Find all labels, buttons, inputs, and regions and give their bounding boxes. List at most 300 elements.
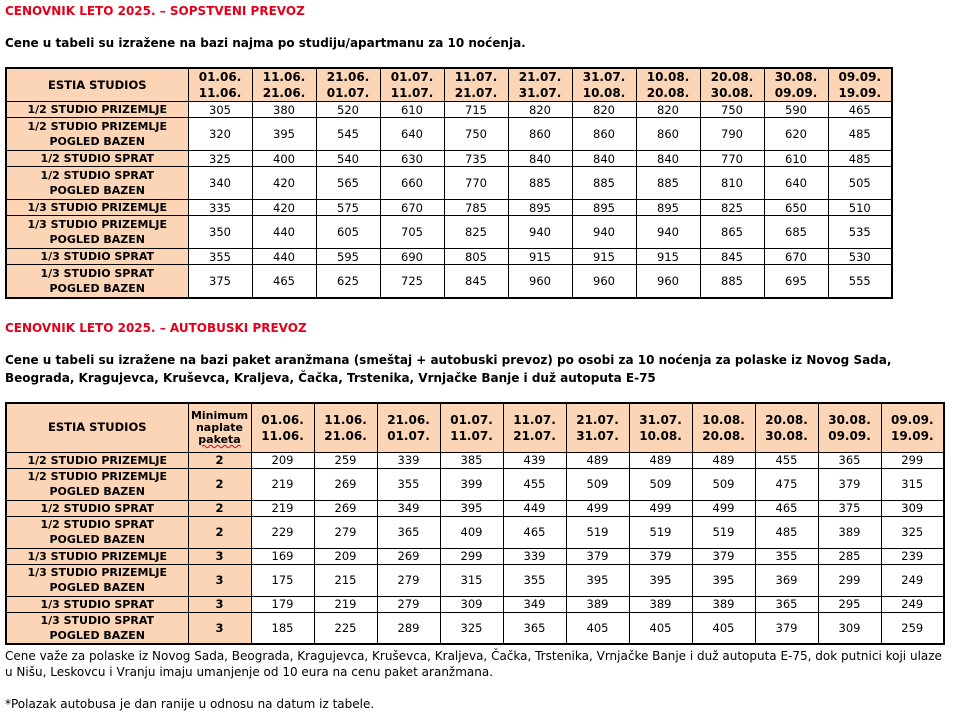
- row-label-line: POGLED BAZEN: [49, 233, 146, 246]
- table-row: [6, 151, 892, 167]
- price-cell: 249: [881, 564, 944, 596]
- table-row: [6, 167, 892, 200]
- date-from: 01.07.: [450, 412, 493, 427]
- price-cell: 489: [629, 452, 692, 468]
- date-to: 31.07.: [576, 428, 619, 443]
- price-cell: 365: [377, 516, 440, 548]
- section2-description-line: Beograda, Kragujevca, Kruševca, Kraljeva, Čačka, Trstenika, Vrnjačke Banje i duž autoputa E-75: [5, 371, 656, 385]
- price-cell: 960: [508, 265, 572, 298]
- header-date-range: [188, 68, 252, 102]
- price-cell: 309: [881, 500, 944, 516]
- header-date-range: [252, 68, 316, 102]
- price-cell: 509: [692, 468, 755, 500]
- price-cell: 440: [252, 216, 316, 249]
- date-to: 11.07.: [390, 86, 434, 100]
- date-from: 01.06.: [261, 412, 304, 427]
- price-cell: 185: [251, 612, 314, 644]
- min-packages-cell: 2: [188, 452, 251, 468]
- price-cell: 820: [636, 102, 700, 118]
- price-table-bus-transport: [5, 402, 945, 645]
- price-cell: 860: [572, 118, 636, 151]
- row-label-line: 1/3 STUDIO SPRAT: [40, 613, 155, 627]
- price-cell: 365: [755, 596, 818, 612]
- price-cell: 259: [314, 452, 377, 468]
- price-cell: 209: [251, 452, 314, 468]
- price-cell: 489: [566, 452, 629, 468]
- date-to: 21.07.: [513, 428, 556, 443]
- row-label-line: 1/2 STUDIO PRIZEMLJE: [27, 120, 168, 133]
- price-cell: 389: [629, 596, 692, 612]
- price-cell: 690: [380, 249, 444, 265]
- date-to: 21.07.: [454, 86, 498, 100]
- price-cell: 960: [572, 265, 636, 298]
- note-departures: Cene važe za polaske iz Novog Sada, Beograda, Kragujevca, Kruševca, Kraljeva, Čačka, Trstenika, Vrnjačke Banje i duž autoputa E-75, dok putnici koji ulaze u Nišu, Leskovcu i Vranju imaju umanjenje od 10 eura na cenu paket aranžmana.: [5, 649, 942, 679]
- price-cell: 369: [755, 564, 818, 596]
- price-cell: 339: [377, 452, 440, 468]
- header-date-range: [881, 403, 944, 452]
- price-cell: 420: [252, 167, 316, 200]
- price-cell: 885: [572, 167, 636, 200]
- row-label-line: POGLED BAZEN: [49, 281, 146, 295]
- price-cell: 399: [440, 468, 503, 500]
- table-row: [6, 596, 944, 612]
- price-cell: 395: [440, 500, 503, 516]
- row-label: [6, 216, 188, 249]
- price-cell: 510: [828, 200, 892, 216]
- price-cell: 365: [503, 612, 566, 644]
- min-header-line: naplate: [195, 420, 244, 434]
- row-label-line: 1/3 STUDIO PRIZEMLJE: [27, 549, 168, 563]
- price-cell: 885: [700, 265, 764, 298]
- price-cell: 895: [572, 200, 636, 216]
- row-label-line: POGLED BAZEN: [49, 581, 146, 594]
- header-date-range: [828, 68, 892, 102]
- price-cell: 400: [252, 151, 316, 167]
- price-cell: 685: [764, 216, 828, 249]
- price-cell: 630: [380, 151, 444, 167]
- table-row: [6, 102, 892, 118]
- row-label-line: POGLED BAZEN: [49, 533, 146, 546]
- price-cell: 339: [503, 548, 566, 564]
- price-cell: 465: [755, 500, 818, 516]
- min-packages-cell: 3: [188, 612, 251, 644]
- price-cell: 530: [828, 249, 892, 265]
- row-label-line: 1/2 STUDIO SPRAT: [40, 501, 155, 515]
- date-from: 30.08.: [828, 412, 871, 427]
- price-cell: 405: [629, 612, 692, 644]
- price-cell: 660: [380, 167, 444, 200]
- header-date-range: [818, 403, 881, 452]
- price-cell: 825: [700, 200, 764, 216]
- price-cell: 209: [314, 548, 377, 564]
- section2-description: [5, 351, 891, 387]
- price-cell: 620: [764, 118, 828, 151]
- price-cell: 540: [316, 151, 380, 167]
- min-packages-cell: 2: [188, 468, 251, 500]
- price-cell: 379: [629, 548, 692, 564]
- price-cell: 885: [508, 167, 572, 200]
- row-label: [6, 167, 188, 200]
- price-cell: 505: [828, 167, 892, 200]
- price-cell: 565: [316, 167, 380, 200]
- table-row: [6, 612, 944, 644]
- price-cell: 840: [636, 151, 700, 167]
- price-cell: 309: [818, 612, 881, 644]
- price-cell: 405: [692, 612, 755, 644]
- min-packages-cell: 3: [188, 548, 251, 564]
- price-cell: 315: [440, 564, 503, 596]
- price-cell: 309: [440, 596, 503, 612]
- note-bus-departure: *Polazak autobusa je dan ranije u odnosu na datum iz tabele.: [5, 697, 375, 711]
- date-from: 11.07.: [454, 70, 498, 84]
- row-label-line: POGLED BAZEN: [49, 485, 146, 498]
- table-row: [6, 118, 892, 151]
- date-from: 31.07.: [582, 70, 626, 84]
- price-cell: 509: [566, 468, 629, 500]
- table-row: [6, 249, 892, 265]
- price-cell: 485: [828, 151, 892, 167]
- date-from: 10.08.: [702, 412, 745, 427]
- price-cell: 225: [314, 612, 377, 644]
- header-estia-studios: ESTIA STUDIOS: [6, 403, 188, 452]
- price-cell: 325: [188, 151, 252, 167]
- price-cell: 379: [566, 548, 629, 564]
- price-cell: 605: [316, 216, 380, 249]
- date-to: 20.08.: [702, 428, 745, 443]
- row-label-line: 1/3 STUDIO PRIZEMLJE: [27, 218, 168, 231]
- header-date-range: [380, 68, 444, 102]
- row-label-line: 1/2 STUDIO SPRAT: [40, 152, 155, 165]
- price-cell: 249: [881, 596, 944, 612]
- date-from: 21.06.: [326, 70, 370, 84]
- table-row: [6, 516, 944, 548]
- min-header-line: Minimum: [190, 408, 249, 422]
- price-cell: 340: [188, 167, 252, 200]
- row-label-line: 1/3 STUDIO SPRAT: [40, 250, 155, 263]
- row-label: [6, 118, 188, 151]
- row-label: [6, 468, 188, 500]
- row-label-line: 1/3 STUDIO PRIZEMLJE: [27, 201, 168, 214]
- price-cell: 555: [828, 265, 892, 298]
- price-cell: 940: [572, 216, 636, 249]
- price-cell: 320: [188, 118, 252, 151]
- price-cell: 590: [764, 102, 828, 118]
- price-cell: 279: [314, 516, 377, 548]
- date-from: 21.06.: [387, 412, 430, 427]
- date-to: 11.06.: [198, 86, 242, 100]
- price-cell: 810: [700, 167, 764, 200]
- price-cell: 305: [188, 102, 252, 118]
- price-cell: 865: [700, 216, 764, 249]
- row-label: [6, 564, 188, 596]
- date-to: 19.09.: [890, 428, 934, 443]
- price-cell: 670: [764, 249, 828, 265]
- date-to: 20.08.: [646, 86, 690, 100]
- row-label: [6, 500, 188, 516]
- header-date-range: [572, 68, 636, 102]
- price-cell: 355: [377, 468, 440, 500]
- row-label: [6, 265, 188, 298]
- header-date-range: [764, 68, 828, 102]
- price-cell: 519: [692, 516, 755, 548]
- price-cell: 705: [380, 216, 444, 249]
- price-cell: 750: [444, 118, 508, 151]
- row-label-line: 1/2 STUDIO PRIZEMLJE: [27, 103, 168, 116]
- date-from: 30.08.: [774, 70, 818, 84]
- price-cell: 389: [692, 596, 755, 612]
- row-label-line: 1/2 STUDIO PRIZEMLJE: [27, 470, 168, 483]
- price-cell: 840: [572, 151, 636, 167]
- price-cell: 269: [314, 500, 377, 516]
- price-cell: 545: [316, 118, 380, 151]
- price-cell: 375: [818, 500, 881, 516]
- header-date-range: [508, 68, 572, 102]
- date-from: 01.07.: [390, 70, 434, 84]
- price-cell: 485: [755, 516, 818, 548]
- price-cell: 915: [508, 249, 572, 265]
- section2-description-line: Cene u tabeli su izražene na bazi paket aranžmana (smeštaj + autobuski prevoz) po osobi za 10 noćenja za polaske iz Novog Sada,: [5, 353, 892, 367]
- price-cell: 315: [881, 468, 944, 500]
- price-cell: 750: [700, 102, 764, 118]
- price-cell: 820: [572, 102, 636, 118]
- price-cell: 299: [818, 564, 881, 596]
- price-cell: 325: [881, 516, 944, 548]
- min-packages-cell: 2: [188, 500, 251, 516]
- price-cell: 860: [508, 118, 572, 151]
- price-cell: 785: [444, 200, 508, 216]
- date-to: 19.09.: [838, 86, 881, 100]
- header-date-range: [700, 68, 764, 102]
- date-to: 01.07.: [326, 86, 370, 100]
- price-cell: 885: [636, 167, 700, 200]
- table-row: [6, 468, 944, 500]
- price-cell: 379: [818, 468, 881, 500]
- price-cell: 439: [503, 452, 566, 468]
- price-cell: 279: [377, 564, 440, 596]
- price-cell: 355: [503, 564, 566, 596]
- table-row: [6, 216, 892, 249]
- date-to: 10.08.: [582, 86, 626, 100]
- price-cell: 695: [764, 265, 828, 298]
- price-cell: 915: [636, 249, 700, 265]
- row-label: [6, 516, 188, 548]
- min-packages-cell: 3: [188, 564, 251, 596]
- price-cell: 395: [692, 564, 755, 596]
- row-label-line: POGLED BAZEN: [49, 135, 146, 148]
- price-cell: 219: [251, 500, 314, 516]
- row-label-line: 1/2 STUDIO SPRAT: [40, 518, 155, 531]
- date-to: 11.06.: [261, 428, 304, 443]
- price-cell: 325: [440, 612, 503, 644]
- price-cell: 845: [700, 249, 764, 265]
- price-cell: 485: [828, 118, 892, 151]
- date-from: 11.07.: [513, 412, 556, 427]
- date-from: 20.08.: [710, 70, 754, 84]
- price-cell: 350: [188, 216, 252, 249]
- row-label-line: 1/2 STUDIO SPRAT: [40, 169, 155, 182]
- price-cell: 640: [380, 118, 444, 151]
- date-from: 21.07.: [576, 412, 619, 427]
- price-cell: 715: [444, 102, 508, 118]
- header-date-range: [755, 403, 818, 452]
- date-from: 11.06.: [324, 412, 367, 427]
- price-cell: 380: [252, 102, 316, 118]
- price-cell: 960: [636, 265, 700, 298]
- date-from: 09.09.: [890, 412, 934, 427]
- header-date-range: [566, 403, 629, 452]
- price-cell: 915: [572, 249, 636, 265]
- price-cell: 169: [251, 548, 314, 564]
- header-estia-studios: ESTIA STUDIOS: [6, 68, 188, 102]
- price-cell: 895: [636, 200, 700, 216]
- price-cell: 229: [251, 516, 314, 548]
- price-cell: 625: [316, 265, 380, 298]
- date-to: 09.09.: [828, 428, 871, 443]
- price-cell: 535: [828, 216, 892, 249]
- section1-title: CENOVNIK LETO 2025. – SOPSTVENI PREVOZ: [5, 4, 305, 18]
- header-date-range: [503, 403, 566, 452]
- price-cell: 499: [692, 500, 755, 516]
- table-row: [6, 500, 944, 516]
- price-cell: 285: [818, 548, 881, 564]
- header-date-range: [692, 403, 755, 452]
- price-cell: 610: [764, 151, 828, 167]
- price-cell: 355: [755, 548, 818, 564]
- date-to: 10.08.: [639, 428, 682, 443]
- price-cell: 519: [566, 516, 629, 548]
- date-from: 31.07.: [639, 412, 682, 427]
- price-cell: 295: [818, 596, 881, 612]
- price-cell: 499: [566, 500, 629, 516]
- price-cell: 179: [251, 596, 314, 612]
- date-from: 09.09.: [838, 70, 881, 84]
- price-cell: 940: [636, 216, 700, 249]
- price-cell: 349: [503, 596, 566, 612]
- row-label-line: 1/3 STUDIO SPRAT: [40, 266, 155, 280]
- section1-description: Cene u tabeli su izražene na bazi najma po studiju/apartmanu za 10 noćenja.: [5, 36, 526, 50]
- price-cell: 840: [508, 151, 572, 167]
- price-cell: 289: [377, 612, 440, 644]
- header-date-range: [636, 68, 700, 102]
- date-to: 31.07.: [518, 86, 562, 100]
- row-label: [6, 596, 188, 612]
- price-cell: 219: [251, 468, 314, 500]
- date-from: 21.07.: [518, 70, 562, 84]
- price-cell: 595: [316, 249, 380, 265]
- price-cell: 499: [629, 500, 692, 516]
- price-cell: 455: [755, 452, 818, 468]
- price-cell: 449: [503, 500, 566, 516]
- price-cell: 239: [881, 548, 944, 564]
- price-cell: 215: [314, 564, 377, 596]
- price-cell: 389: [818, 516, 881, 548]
- header-date-range: [444, 68, 508, 102]
- price-cell: 395: [566, 564, 629, 596]
- price-cell: 299: [440, 548, 503, 564]
- price-cell: 440: [252, 249, 316, 265]
- price-cell: 895: [508, 200, 572, 216]
- date-to: 30.08.: [765, 428, 808, 443]
- price-cell: 269: [377, 548, 440, 564]
- date-to: 21.06.: [262, 86, 306, 100]
- row-label: [6, 612, 188, 644]
- date-from: 01.06.: [198, 70, 242, 84]
- price-cell: 405: [566, 612, 629, 644]
- date-from: 20.08.: [765, 412, 808, 427]
- row-label-line: 1/3 STUDIO PRIZEMLJE: [27, 566, 168, 579]
- price-cell: 475: [755, 468, 818, 500]
- row-label-line: 1/2 STUDIO PRIZEMLJE: [27, 453, 168, 467]
- section2-title: CENOVNIK LETO 2025. – AUTOBUSKI PREVOZ: [5, 321, 307, 335]
- price-cell: 259: [881, 612, 944, 644]
- date-to: 09.09.: [774, 86, 818, 100]
- min-packages-cell: 3: [188, 596, 251, 612]
- price-cell: 389: [566, 596, 629, 612]
- table-row: [6, 452, 944, 468]
- price-cell: 279: [377, 596, 440, 612]
- price-cell: 610: [380, 102, 444, 118]
- row-label-line: POGLED BAZEN: [49, 628, 146, 642]
- table-row: [6, 265, 892, 298]
- price-cell: 489: [692, 452, 755, 468]
- date-from: 10.08.: [646, 70, 690, 84]
- date-to: 01.07.: [387, 428, 430, 443]
- date-to: 21.06.: [324, 428, 367, 443]
- price-cell: 509: [629, 468, 692, 500]
- price-cell: 365: [818, 452, 881, 468]
- price-cell: 790: [700, 118, 764, 151]
- price-cell: 385: [440, 452, 503, 468]
- price-cell: 770: [700, 151, 764, 167]
- header-date-range: [377, 403, 440, 452]
- price-cell: 770: [444, 167, 508, 200]
- min-packages-cell: 2: [188, 516, 251, 548]
- row-label: [6, 200, 188, 216]
- price-cell: 219: [314, 596, 377, 612]
- price-cell: 650: [764, 200, 828, 216]
- header-date-range: [440, 403, 503, 452]
- price-cell: 575: [316, 200, 380, 216]
- row-label: [6, 151, 188, 167]
- price-cell: 355: [188, 249, 252, 265]
- row-label: [6, 102, 188, 118]
- header-date-range: [314, 403, 377, 452]
- header-minimum-packages: [188, 403, 251, 452]
- row-label-line: POGLED BAZEN: [49, 184, 146, 197]
- price-cell: 860: [636, 118, 700, 151]
- price-cell: 335: [188, 200, 252, 216]
- price-cell: 465: [828, 102, 892, 118]
- price-cell: 395: [629, 564, 692, 596]
- price-cell: 805: [444, 249, 508, 265]
- price-cell: 175: [251, 564, 314, 596]
- price-cell: 420: [252, 200, 316, 216]
- header-date-range: [316, 68, 380, 102]
- price-cell: 825: [444, 216, 508, 249]
- row-label-line: 1/3 STUDIO SPRAT: [40, 597, 155, 611]
- price-cell: 375: [188, 265, 252, 298]
- price-cell: 640: [764, 167, 828, 200]
- header-date-range: [251, 403, 314, 452]
- date-to: 30.08.: [710, 86, 754, 100]
- price-cell: 299: [881, 452, 944, 468]
- price-cell: 670: [380, 200, 444, 216]
- price-cell: 465: [252, 265, 316, 298]
- price-cell: 465: [503, 516, 566, 548]
- row-label: [6, 548, 188, 564]
- date-from: 11.06.: [262, 70, 306, 84]
- price-cell: 725: [380, 265, 444, 298]
